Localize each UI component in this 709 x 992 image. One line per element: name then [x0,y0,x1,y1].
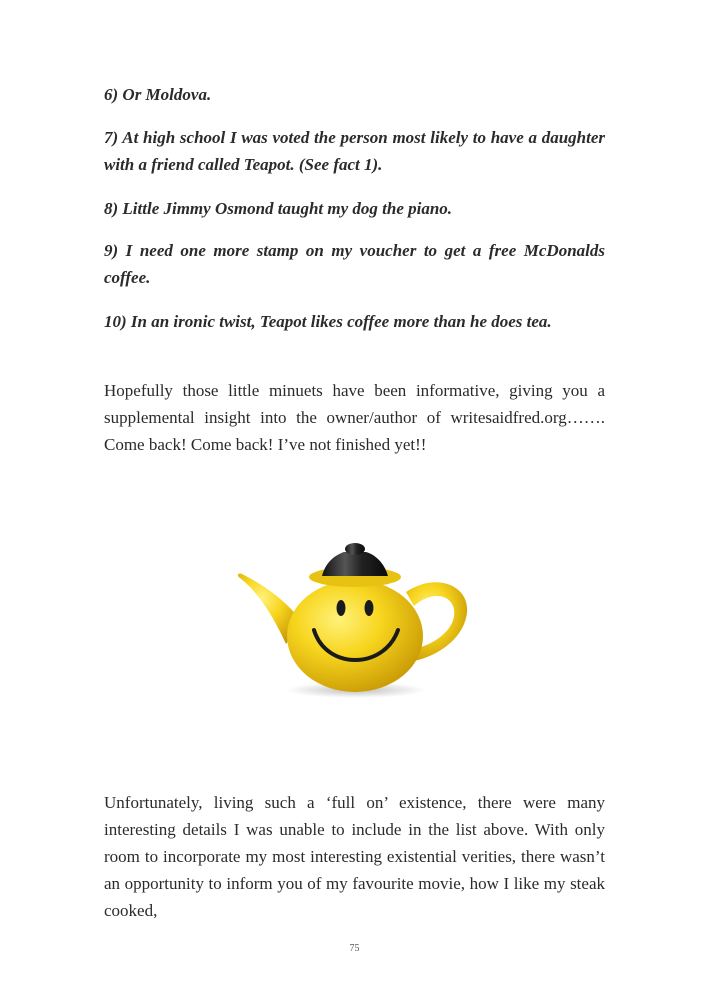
left-eye [337,600,346,616]
teapot-body [287,580,423,692]
teapot-lid-knob [345,543,365,555]
teapot-lid [322,552,388,576]
fact-9: 9) I need one more stamp on my voucher to get a free McDonalds coffee. [104,241,605,287]
fact-7: 7) At high school I was voted the person most likely to have a daughter with a friend called Teapot. (See fact 1). [104,128,605,174]
page-number: 75 [349,943,360,954]
right-eye [365,600,374,616]
fact-6: 6) Or Moldova. [104,85,212,104]
body-paragraph-2: Unfortunately, living such a ‘full on’ existence, there were many interesting details I was unable to include in the list above. With only room to incorporate my most interesting existential verities, there wasn’t an opportunity to inform you of my favourite movie, how I like my steak cooked, [104,793,605,920]
fact-8: 8) Little Jimmy Osmond taught my dog the piano. [104,199,453,218]
body-paragraph-1: Hopefully those little minuets have been informative, giving you a supplemental insight into the owner/author of writesaidfred.org……. Come back! Come back! I’ve not finished yet!! [104,381,605,454]
fact-10: 10) In an ironic twist, Teapot likes coffee more than he does tea. [104,312,552,331]
smiley-teapot-image [234,540,474,705]
